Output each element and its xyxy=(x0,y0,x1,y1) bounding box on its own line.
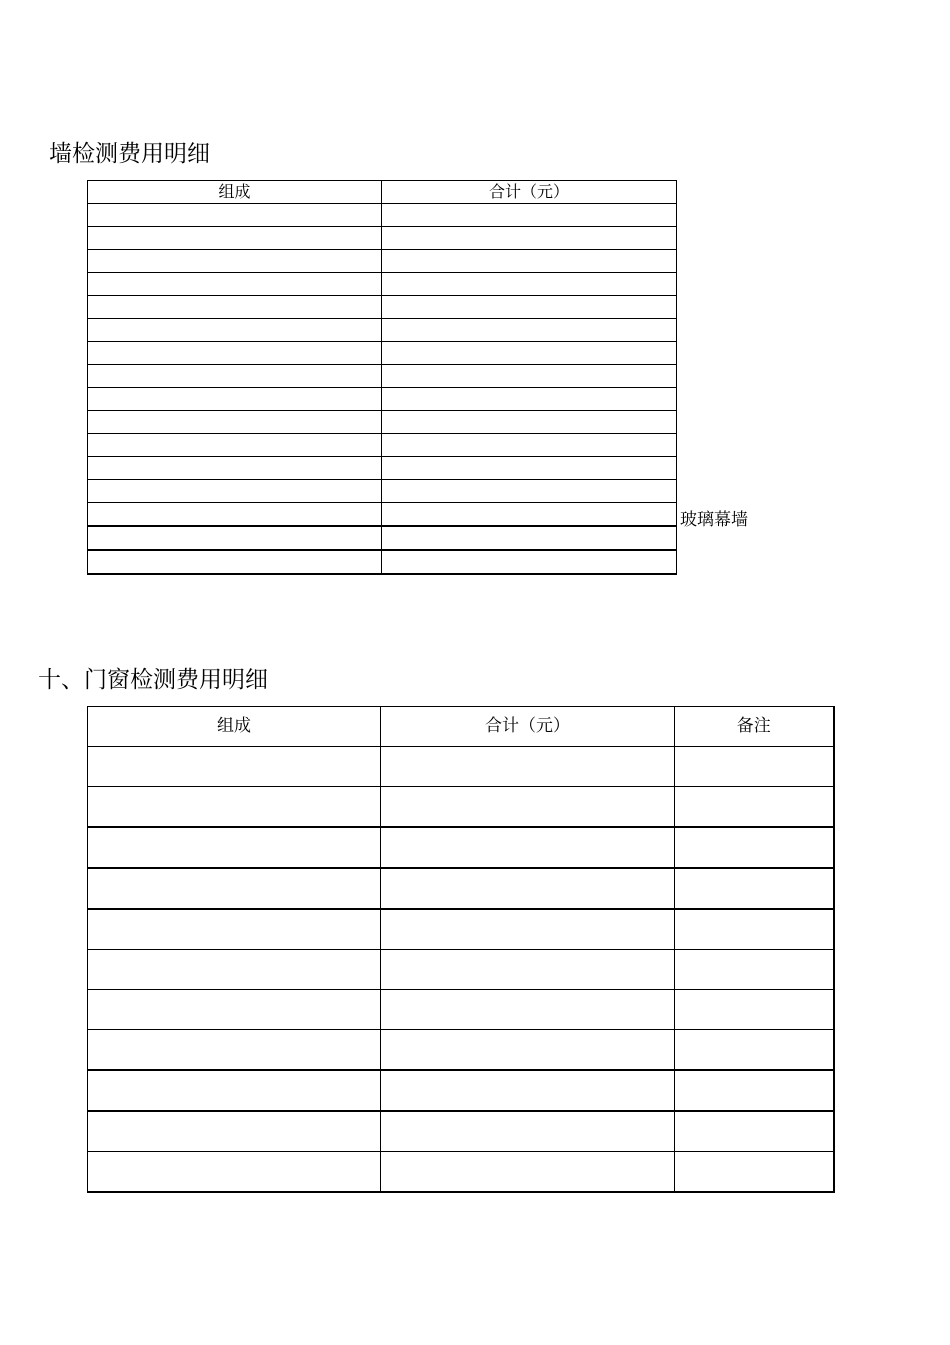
composition-cell xyxy=(88,480,382,503)
remarks-cell xyxy=(675,1152,834,1193)
table-row xyxy=(88,868,834,909)
column-header-total: 合计（元） xyxy=(382,181,677,204)
column-header-composition: 组成 xyxy=(88,181,382,204)
remarks-cell xyxy=(675,950,834,990)
total-cell xyxy=(382,296,677,319)
table-row xyxy=(88,550,677,574)
total-cell xyxy=(382,319,677,342)
table-header-row xyxy=(88,707,834,747)
composition-cell xyxy=(88,273,382,296)
composition-cell xyxy=(88,1111,381,1152)
composition-cell xyxy=(88,747,381,787)
total-cell xyxy=(381,827,675,868)
table-row xyxy=(88,950,834,990)
total-cell xyxy=(381,990,675,1030)
table-row xyxy=(88,503,677,527)
total-cell xyxy=(381,1111,675,1152)
total-cell xyxy=(382,480,677,503)
remarks-cell xyxy=(675,747,834,787)
table-row xyxy=(88,1111,834,1152)
wall-section-title: 墙检测费用明细 xyxy=(49,141,210,167)
composition-cell xyxy=(88,950,381,990)
composition-cell xyxy=(88,296,382,319)
door-window-cost-table xyxy=(87,706,835,1193)
composition-cell xyxy=(88,342,382,365)
table-row xyxy=(88,434,677,457)
composition-cell xyxy=(88,250,382,273)
column-header-total: 合计（元） xyxy=(381,707,675,747)
total-cell xyxy=(382,388,677,411)
table-row xyxy=(88,457,677,480)
total-cell xyxy=(381,909,675,950)
composition-cell xyxy=(88,434,382,457)
table-row xyxy=(88,909,834,950)
table-row xyxy=(88,1152,834,1193)
composition-cell xyxy=(88,526,382,550)
total-cell xyxy=(382,250,677,273)
total-cell xyxy=(381,950,675,990)
total-cell xyxy=(381,747,675,787)
table-row xyxy=(88,273,677,296)
table-row xyxy=(88,342,677,365)
total-cell xyxy=(382,227,677,250)
composition-cell xyxy=(88,868,381,909)
table-row xyxy=(88,319,677,342)
composition-cell xyxy=(88,990,381,1030)
total-cell xyxy=(382,457,677,480)
table-row xyxy=(88,1030,834,1071)
table-row xyxy=(88,526,677,550)
remarks-cell xyxy=(675,990,834,1030)
total-cell xyxy=(382,526,677,550)
total-cell xyxy=(382,503,677,527)
column-header-composition: 组成 xyxy=(88,707,381,747)
table-row xyxy=(88,388,677,411)
table-row xyxy=(88,1070,834,1111)
composition-cell xyxy=(88,1152,381,1193)
composition-cell xyxy=(88,550,382,574)
table-row xyxy=(88,480,677,503)
total-cell xyxy=(382,365,677,388)
total-cell xyxy=(382,411,677,434)
composition-cell xyxy=(88,204,382,227)
total-cell xyxy=(382,342,677,365)
composition-cell xyxy=(88,457,382,480)
total-cell xyxy=(382,434,677,457)
column-header-remarks: 备注 xyxy=(675,707,834,747)
total-cell xyxy=(381,1070,675,1111)
composition-cell xyxy=(88,411,382,434)
table-row xyxy=(88,250,677,273)
table-row xyxy=(88,204,677,227)
composition-cell xyxy=(88,319,382,342)
composition-cell xyxy=(88,503,382,527)
table-row xyxy=(88,990,834,1030)
total-cell xyxy=(381,868,675,909)
total-cell xyxy=(382,204,677,227)
composition-cell xyxy=(88,827,381,868)
total-cell xyxy=(382,273,677,296)
total-cell xyxy=(381,1030,675,1071)
total-cell xyxy=(382,550,677,574)
table-row xyxy=(88,827,834,868)
remarks-cell xyxy=(675,909,834,950)
composition-cell xyxy=(88,227,382,250)
remarks-cell xyxy=(675,787,834,828)
composition-cell xyxy=(88,909,381,950)
table-row xyxy=(88,296,677,319)
glass-curtain-wall-note: 玻璃幕墙 xyxy=(680,510,748,530)
composition-cell xyxy=(88,1030,381,1071)
total-cell xyxy=(381,787,675,828)
table-row xyxy=(88,747,834,787)
table-row xyxy=(88,227,677,250)
remarks-cell xyxy=(675,1070,834,1111)
door-window-section-title: 十、门窗检测费用明细 xyxy=(38,667,268,693)
composition-cell xyxy=(88,365,382,388)
remarks-cell xyxy=(675,1111,834,1152)
table-row xyxy=(88,787,834,828)
remarks-cell xyxy=(675,827,834,868)
composition-cell xyxy=(88,787,381,828)
composition-cell xyxy=(88,388,382,411)
wall-cost-table xyxy=(87,180,677,575)
remarks-cell xyxy=(675,868,834,909)
composition-cell xyxy=(88,1070,381,1111)
table-header-row xyxy=(88,181,677,204)
remarks-cell xyxy=(675,1030,834,1071)
table-row xyxy=(88,365,677,388)
total-cell xyxy=(381,1152,675,1193)
table-row xyxy=(88,411,677,434)
